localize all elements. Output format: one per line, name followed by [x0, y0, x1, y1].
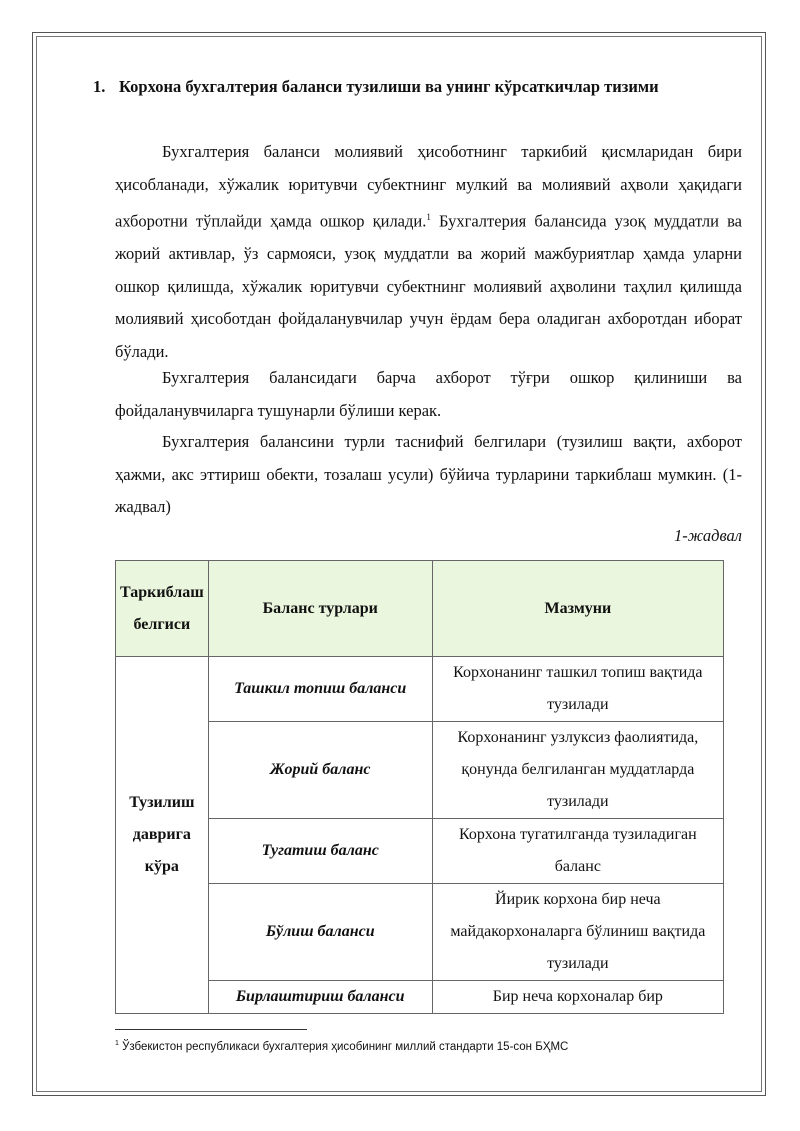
footnote — [115, 1040, 568, 1053]
balance-content-cell: Йирик корхона бир неча майдакорхоналарга бўлиниш вақтида тузилади — [432, 884, 723, 981]
footnote-marker: 1 — [115, 1040, 119, 1047]
section-title: Корхона бухгалтерия баланси тузилиши ва унинг кўрсаткичлар тизими — [119, 77, 659, 96]
footnote-reference[interactable]: 1 — [426, 212, 431, 222]
table-header-row — [116, 561, 724, 657]
header-balance-types: Баланс турлари — [208, 561, 432, 657]
table-row — [116, 657, 724, 722]
paragraph-1-text-a: Бухгалтерия баланси молиявий ҳисоботнинг таркибий қисмларидан бири ҳисобланади, хўжалик юритувчи субектнинг мулкий ва молиявий аҳволи ҳақидаги ахборотни тўплайди ҳамда ошкор қилади. — [115, 142, 742, 231]
section-heading — [93, 77, 753, 97]
table-caption: 1-жадвал — [674, 526, 742, 545]
paragraph-1-text-b: Бухгалтерия балансида узоқ муддатли ва жорий активлар, ўз сармояси, узоқ муддатли ва жорий мажбуриятлар ҳамда уларни ошкор қилишда, хўжалик юритувчи субектнинг молиявий аҳволини таҳлил қилишда молиявий ҳисоботдан фойдаланувчилар учун ёрдам бера оладиган ахборотдан иборат бўлади. — [115, 211, 742, 361]
section-number: 1. — [93, 77, 106, 96]
group-label-cell: Тузилиш даврига кўра — [116, 657, 209, 1014]
balance-type-cell: Ташкил топиш баланси — [208, 657, 432, 722]
balance-type-cell: Тугатиш баланс — [208, 819, 432, 884]
paragraph-3: Бухгалтерия балансини турли таснифий белгилари (тузилиш вақти, ахборот ҳажми, акс эттириш обекти, тозалаш усули) бўйича турларини таркиблаш мумкин. (1-жадвал) — [115, 432, 742, 516]
balance-content-cell: Корхонанинг узлуксиз фаолиятида, қонунда белгиланган муддатларда тузилади — [432, 722, 723, 819]
balance-type-cell: Бўлиш баланси — [208, 884, 432, 981]
balance-content-cell: Бир неча корхоналар бир — [432, 981, 723, 1014]
balance-content-cell: Корхонанинг ташкил топиш вақтида тузилади — [432, 657, 723, 722]
paragraph-1 — [115, 136, 742, 368]
header-classification: Таркиблаш белгиси — [116, 561, 209, 657]
footnote-separator — [115, 1029, 307, 1030]
paragraph-2: Бухгалтерия балансидаги барча ахборот тўғри ошкор қилиниши ва фойдаланувчиларга тушунарли бўлиши керак. — [115, 368, 742, 420]
footnote-text: Ўзбекистон республикаси бухгалтерия ҳисобининг миллий стандарти 15-сон БҲМС — [118, 1040, 569, 1053]
header-content: Мазмуни — [432, 561, 723, 657]
balance-type-cell: Жорий баланс — [208, 722, 432, 819]
balance-type-cell: Бирлаштириш баланси — [208, 981, 432, 1014]
balance-content-cell: Корхона тугатилганда тузиладиган баланс — [432, 819, 723, 884]
balance-types-table — [115, 560, 724, 1014]
